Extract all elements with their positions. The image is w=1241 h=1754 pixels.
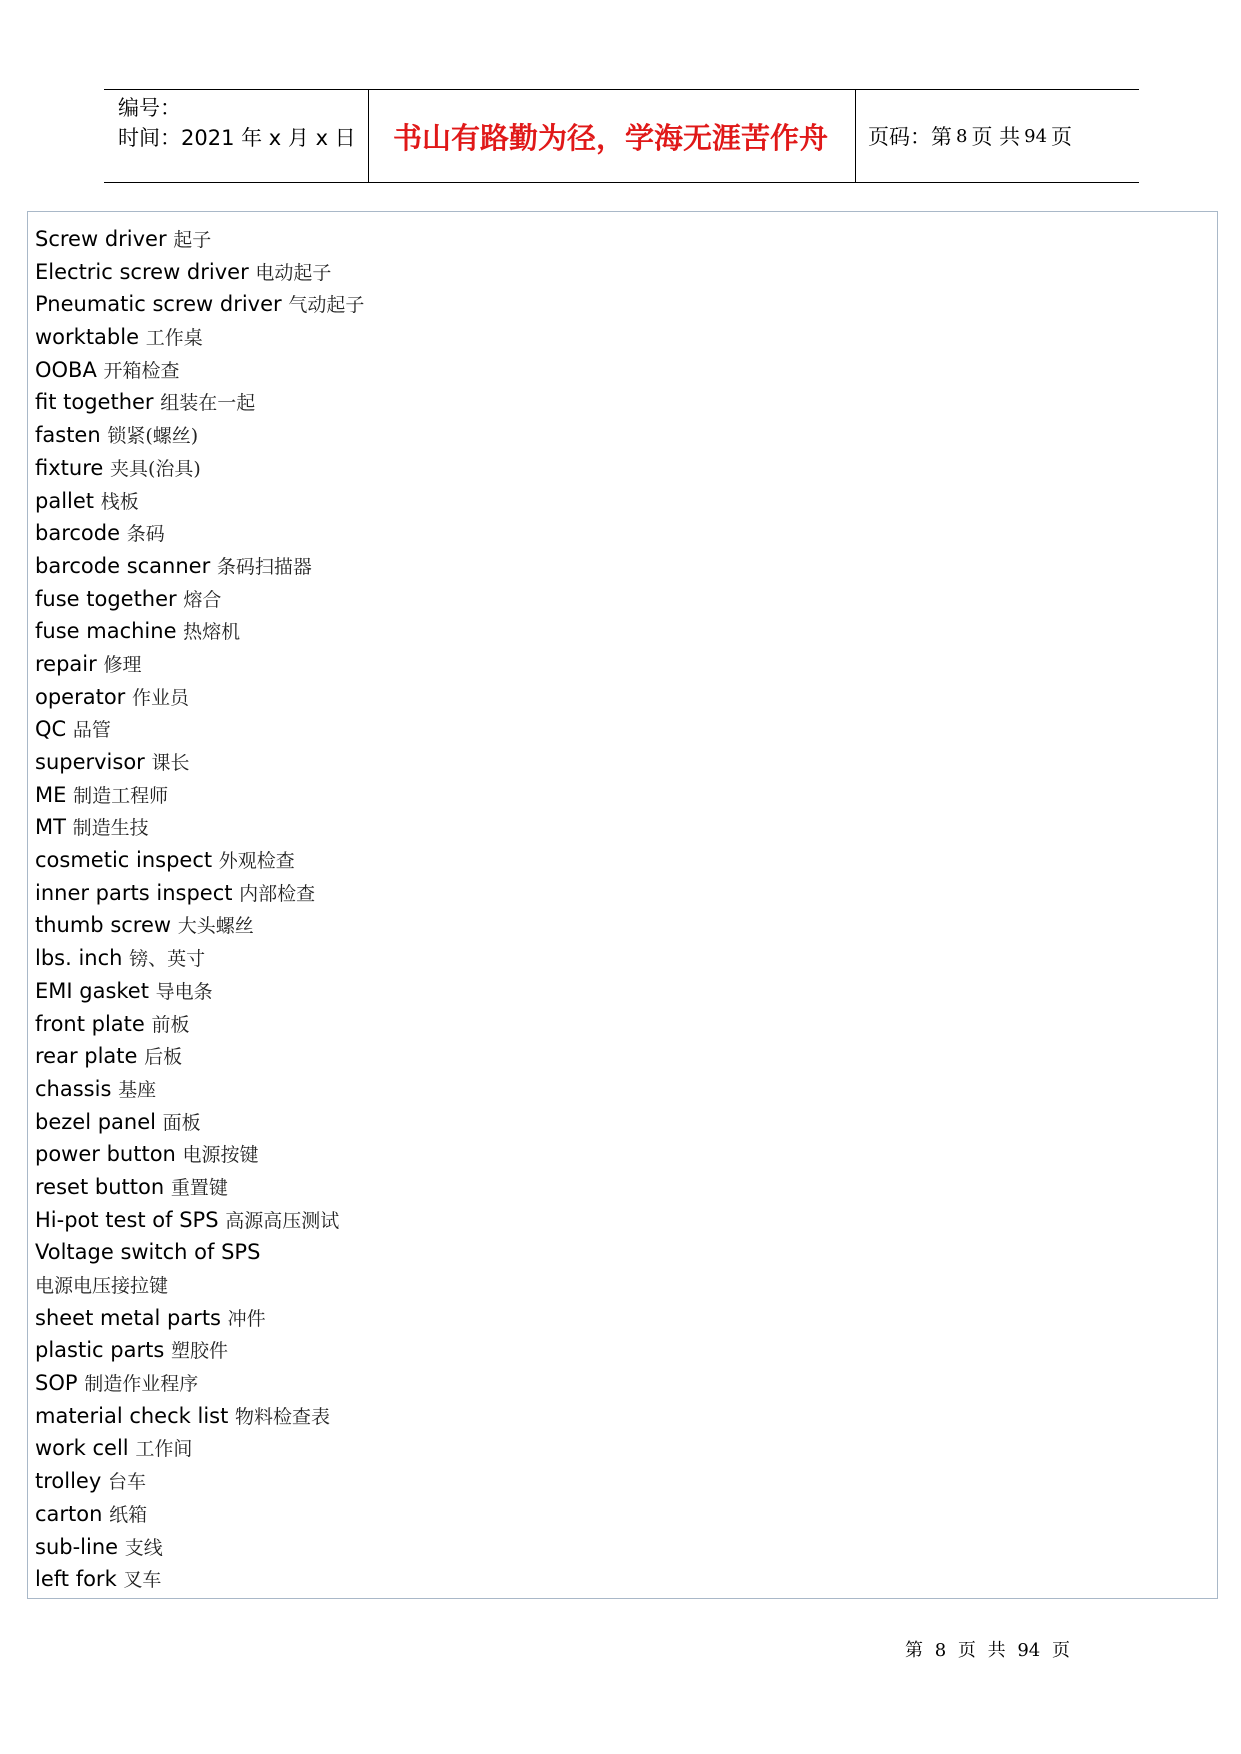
term-english: sub-line	[35, 1534, 125, 1559]
time-label: 时间：2021 年 x 月 x 日	[118, 126, 356, 150]
header-page-cell	[856, 90, 1139, 182]
term-chinese: 电源电压接拉键	[35, 1275, 169, 1297]
term-english: fasten	[35, 423, 108, 448]
glossary-item	[35, 354, 364, 387]
term-chinese: 课长	[151, 752, 190, 774]
glossary-item	[35, 779, 364, 812]
glossary-item	[35, 877, 364, 910]
term-chinese: 导电条	[155, 980, 213, 1003]
term-english: fuse machine	[35, 619, 184, 644]
term-chinese: 作业员	[132, 686, 190, 709]
glossary-item	[35, 746, 364, 779]
glossary-item	[35, 517, 364, 550]
term-english: cosmetic inspect	[35, 848, 219, 873]
glossary-item	[35, 256, 364, 289]
term-chinese: 物料检查表	[235, 1405, 331, 1428]
term-chinese: 高源高压测试	[225, 1209, 340, 1232]
header-meta-cell	[104, 90, 368, 182]
page-current: 8	[956, 125, 968, 147]
glossary-item	[35, 942, 364, 975]
term-chinese: 外观检查	[218, 850, 295, 873]
term-chinese: 电动起子	[255, 261, 332, 284]
glossary-item	[35, 615, 364, 648]
glossary-item	[35, 1334, 364, 1367]
term-chinese: 制造工程师	[73, 784, 169, 807]
term-english: Electric screw driver	[35, 259, 256, 284]
glossary-item	[35, 550, 364, 583]
glossary-item	[35, 1204, 364, 1237]
term-english: rear plate	[35, 1044, 145, 1069]
glossary-item	[35, 452, 364, 485]
term-english: SOP	[35, 1371, 85, 1396]
term-chinese: 电源按键	[182, 1144, 259, 1167]
term-english: repair	[35, 651, 104, 676]
term-english: work cell	[35, 1436, 136, 1461]
term-english: Voltage switch of SPS	[35, 1240, 261, 1265]
glossary-item	[35, 1040, 364, 1073]
glossary-item	[35, 648, 364, 681]
term-english: power button	[35, 1142, 183, 1167]
glossary-item	[35, 1302, 364, 1335]
glossary-item	[35, 1400, 364, 1433]
glossary-item	[35, 1269, 364, 1302]
glossary-item	[35, 975, 364, 1008]
motto-text: 书山有路勤为径，学海无涯苦作舟	[393, 120, 829, 155]
glossary-box	[27, 211, 1218, 1599]
page-footer: 第 8 页 共 94 页	[905, 1640, 1070, 1661]
term-english: carton	[35, 1501, 110, 1526]
page-suffix: 页	[1051, 125, 1073, 149]
glossary-item	[35, 288, 364, 321]
glossary-item	[35, 1106, 364, 1139]
term-chinese: 条码扫描器	[216, 555, 312, 578]
term-english: Pneumatic screw driver	[35, 292, 289, 317]
term-english: sheet metal parts	[35, 1305, 228, 1330]
term-chinese: 基座	[118, 1078, 157, 1101]
glossary-item	[35, 1138, 364, 1171]
glossary-item	[35, 1531, 364, 1564]
term-chinese: 制造作业程序	[84, 1373, 199, 1396]
term-english: front plate	[35, 1011, 152, 1036]
term-chinese: 台车	[107, 1471, 146, 1494]
glossary-item	[35, 811, 364, 844]
term-english: thumb screw	[35, 913, 178, 938]
term-english: inner parts inspect	[35, 880, 240, 905]
term-english: Hi-pot test of SPS	[35, 1207, 226, 1232]
term-english: supervisor	[35, 750, 152, 774]
glossary-item	[35, 223, 364, 256]
glossary-item	[35, 844, 364, 877]
term-chinese: 重置键	[170, 1176, 228, 1199]
page-mid: 页 共	[971, 125, 1021, 149]
term-chinese: 热熔机	[183, 621, 241, 644]
glossary-item	[35, 1465, 364, 1498]
glossary-item	[35, 1008, 364, 1041]
term-chinese: 熔合	[183, 588, 222, 611]
term-english: bezel panel	[35, 1109, 163, 1134]
term-english: lbs. inch	[35, 946, 130, 971]
term-english: fuse together	[35, 586, 184, 611]
glossary-item	[35, 1073, 364, 1106]
term-english: fixture	[35, 455, 110, 480]
term-chinese: 品管	[72, 719, 111, 742]
term-english: MT	[35, 815, 73, 840]
term-english: reset button	[35, 1174, 171, 1199]
term-chinese: 支线	[124, 1536, 163, 1559]
glossary-item	[35, 909, 364, 942]
term-chinese: 镑、英寸	[129, 948, 206, 971]
glossary-item	[35, 321, 364, 354]
term-english: Screw driver	[35, 227, 174, 251]
glossary-item	[35, 485, 364, 518]
term-english: EMI gasket	[35, 978, 156, 1003]
term-chinese: 气动起子	[288, 294, 365, 317]
term-chinese: 夹具(治具)	[109, 457, 201, 480]
term-chinese: 工作桌	[145, 327, 203, 350]
term-chinese: 开箱检查	[103, 359, 180, 382]
term-english: trolley	[35, 1469, 108, 1494]
term-chinese: 锁紧(螺丝)	[107, 425, 199, 448]
glossary-item	[35, 1367, 364, 1400]
glossary-item	[35, 1171, 364, 1204]
page-total: 94	[1024, 125, 1048, 147]
term-chinese: 栈板	[100, 490, 139, 513]
term-chinese: 组装在一起	[160, 392, 256, 415]
term-english: operator	[35, 684, 132, 709]
term-english: barcode	[35, 521, 127, 546]
term-english: OOBA	[35, 357, 104, 382]
term-english: fit together	[35, 390, 161, 415]
header-motto-cell	[368, 90, 856, 182]
term-chinese: 前板	[151, 1013, 190, 1036]
term-chinese: 叉车	[123, 1569, 162, 1592]
term-english: material check list	[35, 1403, 236, 1428]
glossary-item	[35, 1498, 364, 1531]
serial-number-label: 编号：	[118, 96, 181, 120]
term-english: pallet	[35, 488, 101, 513]
term-chinese: 纸箱	[109, 1503, 148, 1526]
glossary-item	[35, 419, 364, 452]
glossary-item	[35, 681, 364, 714]
term-chinese: 面板	[162, 1111, 201, 1134]
term-chinese: 后板	[144, 1046, 183, 1069]
term-english: plastic parts	[35, 1338, 171, 1363]
document-header	[104, 89, 1139, 183]
term-english: barcode scanner	[35, 553, 217, 578]
term-english: worktable	[35, 325, 146, 350]
term-chinese: 起子	[173, 229, 212, 251]
term-chinese: 修理	[103, 653, 142, 676]
term-chinese: 塑胶件	[170, 1340, 228, 1363]
term-english: QC	[35, 717, 73, 742]
term-chinese: 内部检查	[239, 882, 316, 905]
term-english: ME	[35, 782, 74, 807]
glossary-item	[35, 386, 364, 419]
glossary-list	[35, 223, 364, 1596]
term-english: left fork	[35, 1567, 124, 1592]
page-prefix: 页码：第	[868, 125, 952, 149]
glossary-item	[35, 1236, 364, 1269]
term-chinese: 大头螺丝	[177, 915, 254, 938]
term-english: chassis	[35, 1076, 119, 1101]
term-chinese: 条码	[126, 523, 165, 546]
glossary-item	[35, 1432, 364, 1465]
term-chinese: 工作间	[135, 1438, 193, 1461]
term-chinese: 制造生技	[72, 817, 149, 840]
glossary-item	[35, 583, 364, 616]
glossary-item	[35, 713, 364, 746]
glossary-item	[35, 1563, 364, 1596]
term-chinese: 冲件	[227, 1307, 266, 1330]
